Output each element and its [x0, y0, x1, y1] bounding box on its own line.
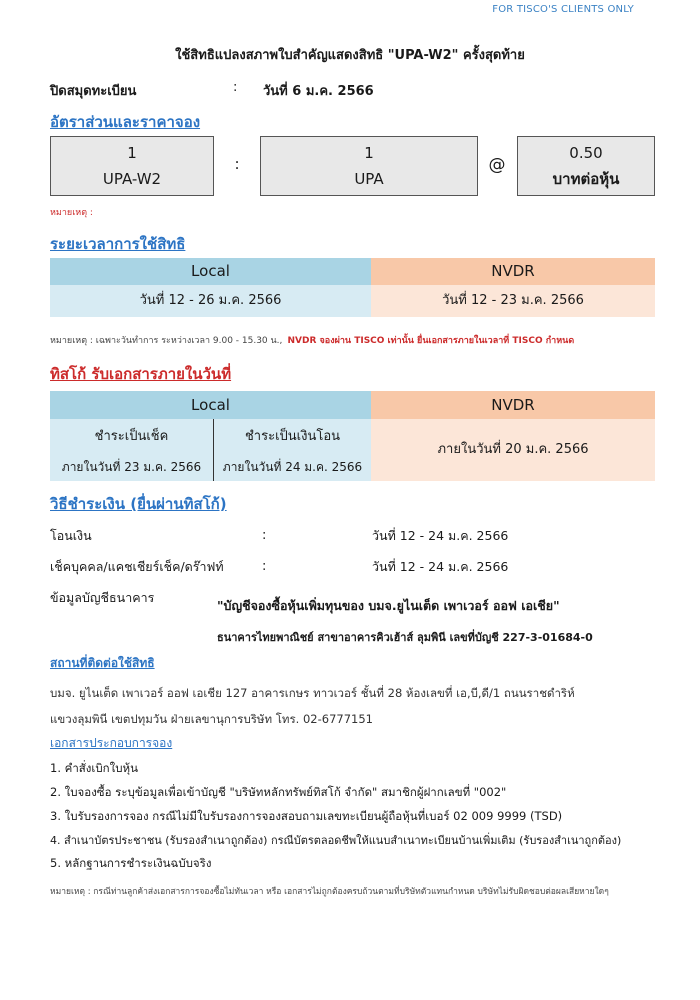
- period-nvdr-header: NVDR: [371, 258, 655, 285]
- document-item: 2. ใบจองซื้อ ระบุข้อมูลเพื่อเข้าบัญชี "บริษัทหลักทรัพย์ทิสโก้ จำกัด" สมาชิกผู้ฝากเลขที่ "002": [50, 785, 507, 799]
- exercise-price: 0.50: [569, 144, 603, 162]
- ratio-box-price: [517, 136, 655, 196]
- transfer-deadline: ภายในวันที่ 24 ม.ค. 2566: [222, 460, 363, 474]
- warrant-ratio-number: 1: [127, 144, 137, 162]
- period-local-value: วันที่ 12 - 26 ม.ค. 2566: [50, 285, 371, 317]
- ratio-heading: อัตราส่วนและราคาจอง: [50, 113, 201, 131]
- price-unit: บาทต่อหุ้น: [552, 170, 620, 188]
- submit-heading: ทิสโก้ รับเอกสารภายในวันที่: [50, 365, 232, 383]
- documents-footnote: หมายเหตุ : กรณีท่านลูกค้าส่งเอกสารการจองซื้อไม่ทันเวลา หรือ เอกสารไม่ถูกต้องครบถ้วนตามที่บริษัทตัวแทนกำหนด บริษัทไม่รับผิดชอบต่อผลเสียหายใดๆ: [50, 887, 609, 897]
- contact-heading: สถานที่ติดต่อใช้สิทธิ: [50, 656, 155, 670]
- contact-address-line1: บมจ. ยูไนเต็ด เพาเวอร์ ออฟ เอเชีย 127 อาคารเกษร ทาวเวอร์ ชั้นที่ 28 ห้องเลขที่ เอ,บี,ดี/1 ถนนราชดำริห์: [50, 686, 575, 700]
- period-note-warning: NVDR จองผ่าน TISCO เท่านั้น ยื่นเอกสารภายในเวลาที่ TISCO กำหนด: [287, 336, 575, 346]
- warrant-name: UPA-W2: [102, 170, 162, 188]
- period-heading: ระยะเวลาการใช้สิทธิ: [50, 235, 186, 253]
- payment-transfer-date: วันที่ 12 - 24 ม.ค. 2566: [372, 528, 509, 543]
- contact-address-line2: แขวงลุมพินี เขตปทุมวัน ฝ่ายเลขานุการบริษัท โทร. 02-6777151: [50, 712, 373, 726]
- share-name: UPA: [354, 170, 384, 188]
- bank-info-label: ข้อมูลบัญชีธนาคาร: [50, 590, 155, 605]
- document-item: 1. คำสั่งเบิกใบหุ้น: [50, 761, 138, 775]
- ratio-box-share: [260, 136, 478, 196]
- share-ratio-number: 1: [364, 144, 374, 162]
- period-nvdr-value: วันที่ 12 - 23 ม.ค. 2566: [371, 285, 655, 317]
- book-close-label: ปิดสมุดทะเบียน: [50, 84, 137, 99]
- submit-nvdr-value: ภายในวันที่ 20 ม.ค. 2566: [371, 419, 655, 481]
- at-symbol: @: [488, 155, 506, 175]
- submit-cheque-cell: [50, 419, 214, 481]
- ratio-note: หมายเหตุ :: [50, 208, 93, 218]
- payment-transfer-label: โอนเงิน: [50, 528, 92, 543]
- document-item: 4. สำเนาบัตรประชาชน (รับรองสำเนาถูกต้อง) กรณีบัตรตลอดชีพให้แนบสำเนาทะเบียนบ้านเพิ่มเติม (รับรองสำเนาถูกต้อง): [50, 834, 622, 847]
- payment-cheque-colon: :: [262, 559, 267, 574]
- payment-cheque-date: วันที่ 12 - 24 ม.ค. 2566: [372, 559, 509, 574]
- ratio-box-warrant: [50, 136, 214, 196]
- submit-local-header: Local: [50, 391, 371, 419]
- documents-heading[interactable]: เอกสารประกอบการจอง: [50, 736, 173, 750]
- cheque-label: ชำระเป็นเช็ค: [94, 429, 169, 444]
- payment-cheque-label: เช็คบุคคล/แคชเชียร์เช็ค/ดร๊าฟท์: [50, 559, 224, 574]
- submit-nvdr-header: NVDR: [371, 391, 655, 419]
- transfer-label: ชำระเป็นเงินโอน: [244, 429, 341, 444]
- book-close-value: วันที่ 6 ม.ค. 2566: [263, 84, 374, 99]
- period-local-header: Local: [50, 258, 371, 285]
- payment-heading: วิธีชำระเงิน (ยื่นผ่านทิสโก้): [50, 495, 227, 513]
- bank-account-name: "บัญชีจองซื้อหุ้นเพิ่มทุนของ บมจ.ยูไนเต็ด เพาเวอร์ ออฟ เอเชีย": [217, 598, 560, 613]
- period-note: [50, 328, 574, 347]
- document-item: 5. หลักฐานการชำระเงินฉบับจริง: [50, 856, 212, 870]
- ratio-separator: :: [234, 155, 240, 173]
- book-close-colon: :: [233, 80, 238, 95]
- payment-transfer-colon: :: [262, 528, 267, 543]
- cheque-deadline: ภายในวันที่ 23 ม.ค. 2566: [61, 460, 202, 474]
- bank-account-detail: ธนาคารไทยพาณิชย์ สาขาอาคารคิวเฮ้าส์ ลุมพินี เลขที่บัญชี 227-3-01684-0: [217, 631, 593, 644]
- client-only-tag: FOR TISCO'S CLIENTS ONLY: [492, 4, 634, 15]
- period-note-text: หมายเหตุ : เฉพาะวันทำการ ระหว่างเวลา 9.00 - 15.30 น.,: [50, 336, 283, 346]
- submit-transfer-cell: [214, 419, 371, 481]
- document-item: 3. ใบรับรองการจอง กรณีไม่มีใบรับรองการจองสอบถามเลขทะเบียนผู้ถือหุ้นที่เบอร์ 02 009 9999 (TSD): [50, 809, 563, 823]
- page-title: ใช้สิทธิแปลงสภาพใบสำคัญแสดงสิทธิ "UPA-W2" ครั้งสุดท้าย: [175, 48, 525, 63]
